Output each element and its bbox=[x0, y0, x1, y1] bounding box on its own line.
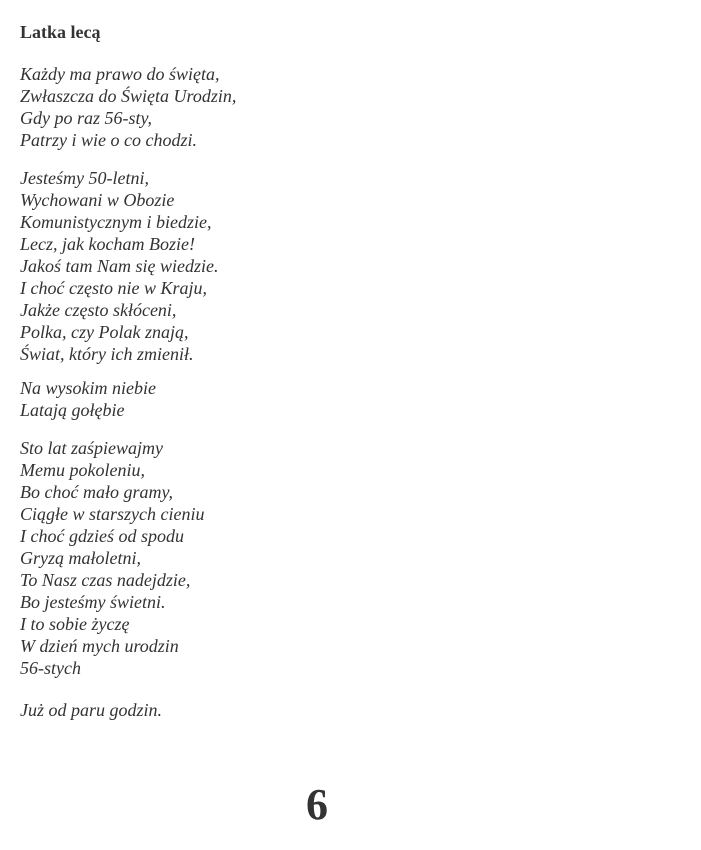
poem-line: I choć często nie w Kraju, bbox=[20, 278, 207, 298]
poem-line: To Nasz czas nadejdzie, bbox=[20, 570, 191, 590]
stanza-1 bbox=[20, 63, 236, 151]
poem-line: 56-stych bbox=[20, 658, 81, 678]
poem-line: I to sobie życzę bbox=[20, 614, 130, 634]
stanza-2 bbox=[20, 167, 218, 365]
poem-line: Sto lat zaśpiewajmy bbox=[20, 438, 163, 458]
stanza-3 bbox=[20, 377, 156, 421]
stanza-5 bbox=[20, 699, 162, 721]
poem-line: Lecz, jak kocham Bozie! bbox=[20, 234, 195, 254]
poem-line: Zwłaszcza do Święta Urodzin, bbox=[20, 86, 237, 106]
poem-line: Każdy ma prawo do święta, bbox=[20, 64, 220, 84]
poem-line: Komunistycznym i biedzie, bbox=[20, 212, 212, 232]
poem-line: Już od paru godzin. bbox=[20, 700, 163, 720]
poem-line: Memu pokoleniu, bbox=[20, 460, 145, 480]
poem-line: I choć gdzieś od spodu bbox=[20, 526, 184, 546]
page-number: 6 bbox=[306, 780, 328, 829]
poem-line: Ciągłe w starszych cieniu bbox=[20, 504, 205, 524]
poem-line: Jakże często skłóceni, bbox=[20, 300, 177, 320]
poem-line: Polka, czy Polak znają, bbox=[20, 322, 189, 342]
poem-line: Bo jesteśmy świetni. bbox=[20, 592, 166, 612]
poem-line: Jakoś tam Nam się wiedzie. bbox=[20, 256, 219, 276]
poem-line: Latają gołębie bbox=[20, 400, 125, 420]
poem-line: Jesteśmy 50-letni, bbox=[20, 168, 149, 188]
poem-line: Na wysokim niebie bbox=[20, 378, 156, 398]
poem-title: Latka lecą bbox=[20, 22, 101, 42]
poem-line: Bo choć mało gramy, bbox=[20, 482, 173, 502]
poem-line: W dzień mych urodzin bbox=[20, 636, 179, 656]
poem-line: Patrzy i wie o co chodzi. bbox=[20, 130, 197, 150]
poem-line: Gdy po raz 56-sty, bbox=[20, 108, 152, 128]
stanza-4 bbox=[20, 437, 204, 679]
poem-line: Świat, który ich zmienił. bbox=[20, 344, 194, 364]
poem-line: Gryzą małoletni, bbox=[20, 548, 141, 568]
poem-line: Wychowani w Obozie bbox=[20, 190, 175, 210]
